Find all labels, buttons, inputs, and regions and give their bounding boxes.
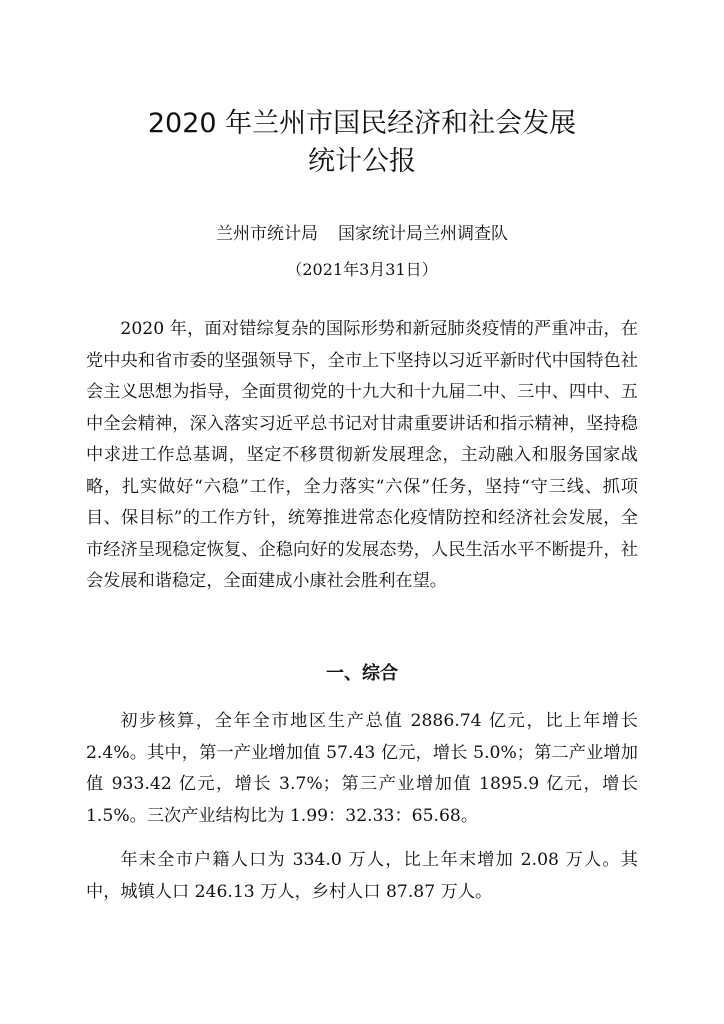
gdp-paragraph: 初步核算，全年全市地区生产总值 2886.74 亿元，比上年增长 2.4%。其中，第一产业增加值 57.43 亿元，增长 5.0%；第二产业增加值 933.42 亿元，增长 3.7%；第三产业增加值 1895.9 亿元，增长 1.5%。三次产业结构比为 1.99：32.33：65.68。 xyxy=(86,711,638,826)
issuer-statistics-bureau: 兰州市统计局 xyxy=(216,224,318,244)
issuer-survey-team: 国家统计局兰州调查队 xyxy=(338,224,508,244)
report-title-line1: 2020 年兰州市国民经济和社会发展 xyxy=(147,108,577,139)
population-paragraph: 年末全市户籍人口为 334.0 万人，比上年末增加 2.08 万人。其中，城镇人口 246.13 万人，乡村人口 87.87 万人。 xyxy=(86,850,638,902)
intro-paragraph: 2020 年，面对错综复杂的国际形势和新冠肺炎疫情的严重冲击，在党中央和省市委的坚强领导下，全市上下坚持以习近平新时代中国特色社会主义思想为指导，全面贯彻党的十九大和十九届二中、三中、四中、五中全会精神，深入落实习近平总书记对甘肃重要讲话和指示精神，坚持稳中求进工作总基调，坚定不移贯彻新发展理念，主动融入和服务国家战略，扎实做好“六稳”工作，全力落实“六保”任务，坚持“守三线、抓项目、保目标”的工作方针，统筹推进常态化疫情防控和经济社会发展，全市经济呈现稳定恢复、企稳向好的发展态势，人民生活水平不断提升，社会发展和谐稳定，全面建成小康社会胜利在望。 xyxy=(86,319,638,591)
report-title-line2: 统计公报 xyxy=(308,146,416,177)
publication-date: （2021年3月31日） xyxy=(286,260,438,279)
issuer-line xyxy=(0,222,724,246)
section-heading-overview: 一、综合 xyxy=(326,663,398,684)
